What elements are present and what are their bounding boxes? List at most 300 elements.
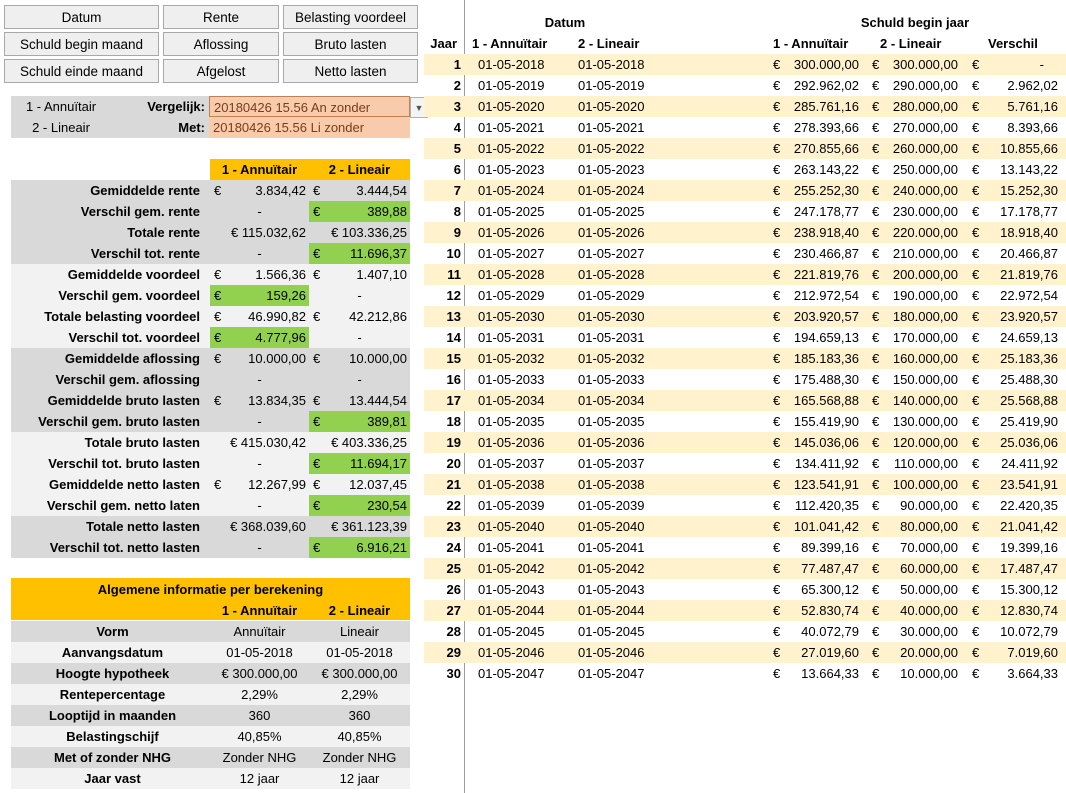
row-schuld-2: 240.000,00 [892,183,958,198]
summary-value: € 361.123,39 [331,519,407,534]
row-jaar: 3 [453,99,461,114]
row-datum-1: 01-05-2029 [478,288,545,303]
verschil-header: Verschil [988,36,1038,51]
row-datum-1: 01-05-2039 [478,498,545,513]
row-jaar: 25 [446,561,461,576]
summary-value: € 415.030,42 [230,435,306,450]
row-datum-1: 01-05-2035 [478,414,545,429]
row-schuld-1: 27.019,60 [801,645,859,660]
euro-sign: € [872,309,880,324]
euro-sign: € [214,477,222,492]
vergelijk-label: Vergelijk: [147,99,205,114]
row-datum-1: 01-05-2047 [478,666,545,681]
info-row-label: Rentepercentage [11,684,210,705]
euro-sign: € [214,267,222,282]
row-schuld-2: 10.000,00 [900,666,958,681]
euro-sign: € [972,309,980,324]
euro-sign: € [872,456,880,471]
datum-header: Datum [544,15,586,30]
summary-value: 12.037,45 [349,477,407,492]
row-verschil: 25.183,36 [1000,351,1058,366]
euro-sign: € [313,309,321,324]
euro-sign: € [872,666,880,681]
row-jaar: 11 [447,267,461,282]
row-datum-1: 01-05-2036 [478,435,545,450]
row-schuld-2: 180.000,00 [892,309,958,324]
euro-sign: € [872,267,880,282]
row-schuld-1: 278.393,66 [793,120,859,135]
euro-sign: € [872,351,880,366]
row-jaar: 13 [446,309,461,324]
euro-sign: € [872,78,880,93]
euro-sign: € [214,351,222,366]
euro-sign: € [872,162,880,177]
compare-label-1: 1 - Annuïtair [25,99,97,114]
summary-row-label: Verschil gem. netto laten [11,495,210,516]
row-schuld-2: 20.000,00 [900,645,958,660]
euro-sign: € [972,57,980,72]
row-jaar: 2 [453,78,461,93]
row-datum-2: 01-05-2045 [578,624,645,639]
euro-sign: € [872,477,880,492]
euro-sign: € [872,57,880,72]
row-verschil: 18.918,40 [1000,225,1058,240]
row-verschil: 15.252,30 [1000,183,1058,198]
row-schuld-2: 120.000,00 [892,435,958,450]
schuld-begin-maand-button[interactable]: Schuld begin maand [4,32,159,56]
summary-value: 1.407,10 [356,267,407,282]
row-schuld-1: 101.041,42 [793,519,859,534]
row-schuld-1: 13.664,33 [801,666,859,681]
row-jaar: 29 [446,645,461,660]
row-verschil: 24.411,92 [1001,456,1058,471]
row-datum-2: 01-05-2036 [578,435,645,450]
info-row-label: Aanvangsdatum [11,642,210,663]
euro-sign: € [872,288,880,303]
summary-value: - [257,204,262,219]
row-datum-1: 01-05-2032 [478,351,545,366]
summary-value: € 403.336,25 [331,435,407,450]
row-verschil: 15.300,12 [1000,582,1058,597]
row-schuld-2: 100.000,00 [892,477,958,492]
euro-sign: € [972,99,980,114]
rente-button[interactable]: Rente [163,5,279,29]
row-verschil: 8.393,66 [1007,120,1058,135]
euro-sign: € [972,246,980,261]
row-jaar: 27 [446,603,461,618]
summary-value: 46.990,82 [248,309,306,324]
row-schuld-2: 140.000,00 [892,393,958,408]
row-schuld-1: 300.000,00 [793,57,859,72]
summary-value-cell [309,180,410,201]
row-datum-1: 01-05-2027 [478,246,545,261]
summary-value-cell [309,285,410,306]
s1-header: 1 - Annuïtair [773,36,849,51]
row-schuld-2: 30.000,00 [900,624,958,639]
info-row-label: Looptijd in maanden [11,705,210,726]
row-jaar: 8 [453,204,461,219]
row-datum-2: 01-05-2027 [578,246,645,261]
row-schuld-1: 77.487,47 [801,561,859,576]
summary-value-cell [210,453,309,474]
summary-value-cell [210,537,309,558]
summary-value: 389,88 [367,204,407,219]
row-schuld-1: 185.183,36 [793,351,859,366]
info-value: 01-05-2018 [210,642,309,663]
row-verschil: 25.036,06 [1000,435,1058,450]
row-datum-1: 01-05-2019 [478,78,545,93]
summary-value-cell [210,180,309,201]
euro-sign: € [972,582,980,597]
euro-sign: € [313,477,321,492]
euro-sign: € [214,288,222,303]
row-schuld-1: 40.072,79 [801,624,859,639]
row-schuld-1: 203.920,57 [793,309,859,324]
row-datum-1: 01-05-2020 [478,99,545,114]
euro-sign: € [972,330,980,345]
summary-col1-header: 1 - Annuïtair [210,159,309,180]
euro-sign: € [972,351,980,366]
euro-sign: € [773,141,781,156]
row-verschil: 22.420,35 [1000,498,1058,513]
euro-sign: € [872,246,880,261]
row-schuld-2: 70.000,00 [900,540,958,555]
euro-sign: € [313,246,321,261]
euro-sign: € [972,477,980,492]
row-jaar: 23 [446,519,461,534]
euro-sign: € [773,666,781,681]
info-title: Algemene informatie per berekening [97,582,324,597]
aflossing-button[interactable]: Aflossing [163,32,279,56]
row-datum-2: 01-05-2035 [578,414,645,429]
row-schuld-1: 175.488,30 [793,372,859,387]
euro-sign: € [972,267,980,282]
row-datum-2: 01-05-2028 [578,267,645,282]
row-datum-2: 01-05-2038 [578,477,645,492]
info-value: 12 jaar [309,768,410,789]
row-schuld-1: 292.962,02 [793,78,859,93]
row-datum-2: 01-05-2047 [578,666,645,681]
row-datum-2: 01-05-2023 [578,162,645,177]
info-value: Annuïtair [210,621,309,642]
row-datum-1: 01-05-2038 [478,477,545,492]
summary-value: - [357,372,362,387]
summary-value-cell [210,285,309,306]
info-value: 01-05-2018 [309,642,410,663]
row-jaar: 14 [446,330,461,345]
info-value: 360 [210,705,309,726]
euro-sign: € [773,309,781,324]
row-datum-2: 01-05-2037 [578,456,645,471]
row-verschil: 21.041,42 [1000,519,1058,534]
euro-sign: € [773,351,781,366]
row-datum-1: 01-05-2042 [478,561,545,576]
euro-sign: € [313,393,321,408]
info-row-label: Vorm [11,621,210,642]
row-schuld-2: 40.000,00 [900,603,958,618]
summary-row-label: Gemiddelde rente [11,180,210,201]
euro-sign: € [872,603,880,618]
euro-sign: € [972,456,980,471]
euro-sign: € [972,435,980,450]
euro-sign: € [773,477,781,492]
bruto-lasten-button[interactable]: Bruto lasten [283,32,418,56]
euro-sign: € [872,330,880,345]
euro-sign: € [872,624,880,639]
summary-value-cell [309,390,410,411]
info-row-label: Hoogte hypotheek [11,663,210,684]
summary-value-cell [210,516,309,537]
met-label: Met: [178,120,205,135]
row-jaar: 20 [446,456,461,471]
row-schuld-1: 230.466,87 [793,246,859,261]
euro-sign: € [972,141,980,156]
info-value: 2,29% [309,684,410,705]
row-schuld-2: 300.000,00 [892,57,958,72]
row-schuld-2: 90.000,00 [900,498,958,513]
row-schuld-1: 165.568,88 [793,393,859,408]
euro-sign: € [313,498,321,513]
summary-value: 11.696,37 [350,246,407,261]
summary-row-label: Gemiddelde aflossing [11,348,210,369]
row-datum-1: 01-05-2026 [478,225,545,240]
row-schuld-2: 280.000,00 [892,99,958,114]
row-jaar: 30 [446,666,461,681]
row-schuld-2: 260.000,00 [892,141,958,156]
summary-row-label: Totale bruto lasten [11,432,210,453]
summary-value: 13.834,35 [248,393,306,408]
summary-value-cell [309,243,410,264]
euro-sign: € [972,498,980,513]
row-datum-1: 01-05-2044 [478,603,545,618]
info-col1-header: 1 - Annuïtair [221,603,298,618]
euro-sign: € [972,372,980,387]
summary-value-cell [210,369,309,390]
summary-value-cell [210,390,309,411]
euro-sign: € [872,645,880,660]
dropdown-arrow-icon[interactable]: ▼ [410,97,428,118]
row-datum-1: 01-05-2040 [478,519,545,534]
row-datum-2: 01-05-2040 [578,519,645,534]
row-datum-2: 01-05-2024 [578,183,645,198]
row-datum-1: 01-05-2046 [478,645,545,660]
row-jaar: 6 [453,162,461,177]
euro-sign: € [773,603,781,618]
row-schuld-2: 270.000,00 [892,120,958,135]
row-jaar: 9 [453,225,461,240]
datum-button[interactable]: Datum [4,5,159,29]
euro-sign: € [773,519,781,534]
row-schuld-2: 290.000,00 [892,78,958,93]
row-jaar: 22 [446,498,461,513]
euro-sign: € [972,414,980,429]
euro-sign: € [773,246,781,261]
euro-sign: € [872,225,880,240]
row-schuld-1: 155.419,90 [793,414,859,429]
euro-sign: € [313,351,321,366]
netto-lasten-button[interactable]: Netto lasten [283,59,418,83]
row-schuld-2: 250.000,00 [892,162,958,177]
summary-value: 389,81 [367,414,407,429]
row-datum-1: 01-05-2041 [478,540,545,555]
summary-value: € 115.032,62 [231,225,306,240]
summary-col2-header: 2 - Lineair [309,159,410,180]
info-value: Zonder NHG [309,747,410,768]
euro-sign: € [313,414,321,429]
info-value: 12 jaar [210,768,309,789]
row-datum-1: 01-05-2045 [478,624,545,639]
euro-sign: € [773,645,781,660]
euro-sign: € [313,267,321,282]
row-verschil: 25.419,90 [1000,414,1058,429]
euro-sign: € [773,456,781,471]
schuld-einde-maand-button[interactable]: Schuld einde maand [4,59,159,83]
row-schuld-1: 285.761,16 [793,99,859,114]
row-schuld-1: 255.252,30 [793,183,859,198]
summary-value-cell [210,495,309,516]
info-value: € 300.000,00 [210,663,309,684]
summary-value-cell [309,474,410,495]
summary-value-cell [309,369,410,390]
info-value: Zonder NHG [210,747,309,768]
summary-value-cell [210,411,309,432]
vergelijk-select[interactable]: 20180426 15.56 An zonder [209,96,410,117]
euro-sign: € [313,183,321,198]
euro-sign: € [972,624,980,639]
row-datum-2: 01-05-2039 [578,498,645,513]
info-row-label: Met of zonder NHG [11,747,210,768]
summary-value-cell [309,306,410,327]
row-verschil: 5.761,16 [1007,99,1058,114]
row-schuld-1: 247.178,77 [793,204,859,219]
row-datum-1: 01-05-2022 [478,141,545,156]
row-verschil: 17.178,77 [1000,204,1058,219]
euro-sign: € [773,57,781,72]
afgelost-button[interactable]: Afgelost [163,59,279,83]
euro-sign: € [972,519,980,534]
euro-sign: € [773,393,781,408]
summary-value-cell [309,453,410,474]
row-schuld-2: 150.000,00 [892,372,958,387]
summary-row-label: Totale netto lasten [11,516,210,537]
row-verschil: 7.019,60 [1007,645,1058,660]
summary-value: - [257,456,262,471]
summary-value: 10.000,00 [349,351,407,366]
euro-sign: € [773,372,781,387]
row-verschil: 10.855,66 [1000,141,1058,156]
row-schuld-2: 50.000,00 [900,582,958,597]
info-row-label: Jaar vast [11,768,210,789]
summary-value-cell [210,222,309,243]
summary-value-cell [309,432,410,453]
euro-sign: € [773,120,781,135]
euro-sign: € [972,183,980,198]
row-datum-1: 01-05-2030 [478,309,545,324]
summary-value-cell [309,411,410,432]
euro-sign: € [773,267,781,282]
euro-sign: € [773,204,781,219]
euro-sign: € [313,456,321,471]
row-datum-2: 01-05-2034 [578,393,645,408]
row-datum-2: 01-05-2044 [578,603,645,618]
euro-sign: € [214,183,222,198]
met-value: 20180426 15.56 Li zonder [209,117,410,138]
row-verschil: 25.488,30 [1000,372,1058,387]
summary-value: 10.000,00 [248,351,306,366]
summary-value: € 368.039,60 [230,519,306,534]
euro-sign: € [872,414,880,429]
row-schuld-2: 80.000,00 [900,519,958,534]
row-schuld-1: 221.819,76 [793,267,859,282]
euro-sign: € [972,561,980,576]
row-datum-2: 01-05-2046 [578,645,645,660]
summary-value-cell [210,474,309,495]
euro-sign: € [972,162,980,177]
row-jaar: 21 [446,477,461,492]
d2-header: 2 - Lineair [578,36,640,51]
info-value: 2,29% [210,684,309,705]
row-jaar: 19 [446,435,461,450]
row-verschil: 2.962,02 [1007,78,1058,93]
row-jaar: 7 [453,183,461,198]
euro-sign: € [773,498,781,513]
info-value: 360 [309,705,410,726]
row-datum-1: 01-05-2023 [478,162,545,177]
info-value: Lineair [309,621,410,642]
belasting-voordeel-button[interactable]: Belasting voordeel [283,5,418,29]
summary-value-cell [309,327,410,348]
summary-value: 11.694,17 [350,456,407,471]
row-schuld-2: 130.000,00 [892,414,958,429]
row-datum-2: 01-05-2019 [578,78,645,93]
summary-row-label: Gemiddelde netto lasten [11,474,210,495]
summary-value: - [357,330,362,345]
summary-row-label: Verschil gem. aflossing [11,369,210,390]
euro-sign: € [972,78,980,93]
summary-value-cell [210,432,309,453]
info-value: 40,85% [309,726,410,747]
summary-value-cell [210,306,309,327]
row-datum-1: 01-05-2031 [478,330,545,345]
row-datum-2: 01-05-2029 [578,288,645,303]
row-verschil: 19.399,16 [1000,540,1058,555]
row-datum-1: 01-05-2018 [478,57,545,72]
summary-value-cell [210,201,309,222]
summary-value-cell [309,348,410,369]
summary-value: - [257,246,262,261]
row-jaar: 24 [446,540,461,555]
summary-value: - [257,540,262,555]
summary-row-label: Verschil gem. bruto lasten [11,411,210,432]
euro-sign: € [214,330,222,345]
row-datum-2: 01-05-2043 [578,582,645,597]
row-datum-2: 01-05-2042 [578,561,645,576]
row-jaar: 12 [446,288,461,303]
row-datum-1: 01-05-2034 [478,393,545,408]
euro-sign: € [773,78,781,93]
summary-value: - [257,498,262,513]
row-verschil: 22.972,54 [1000,288,1058,303]
summary-value: 6.916,21 [356,540,407,555]
summary-row-label: Verschil gem. voordeel [11,285,210,306]
summary-value: - [357,288,362,303]
euro-sign: € [872,435,880,450]
row-jaar: 28 [446,624,461,639]
schuld-header: Schuld begin jaar [860,15,970,30]
euro-sign: € [773,582,781,597]
row-schuld-2: 110.000,00 [893,456,958,471]
row-jaar: 5 [453,141,461,156]
